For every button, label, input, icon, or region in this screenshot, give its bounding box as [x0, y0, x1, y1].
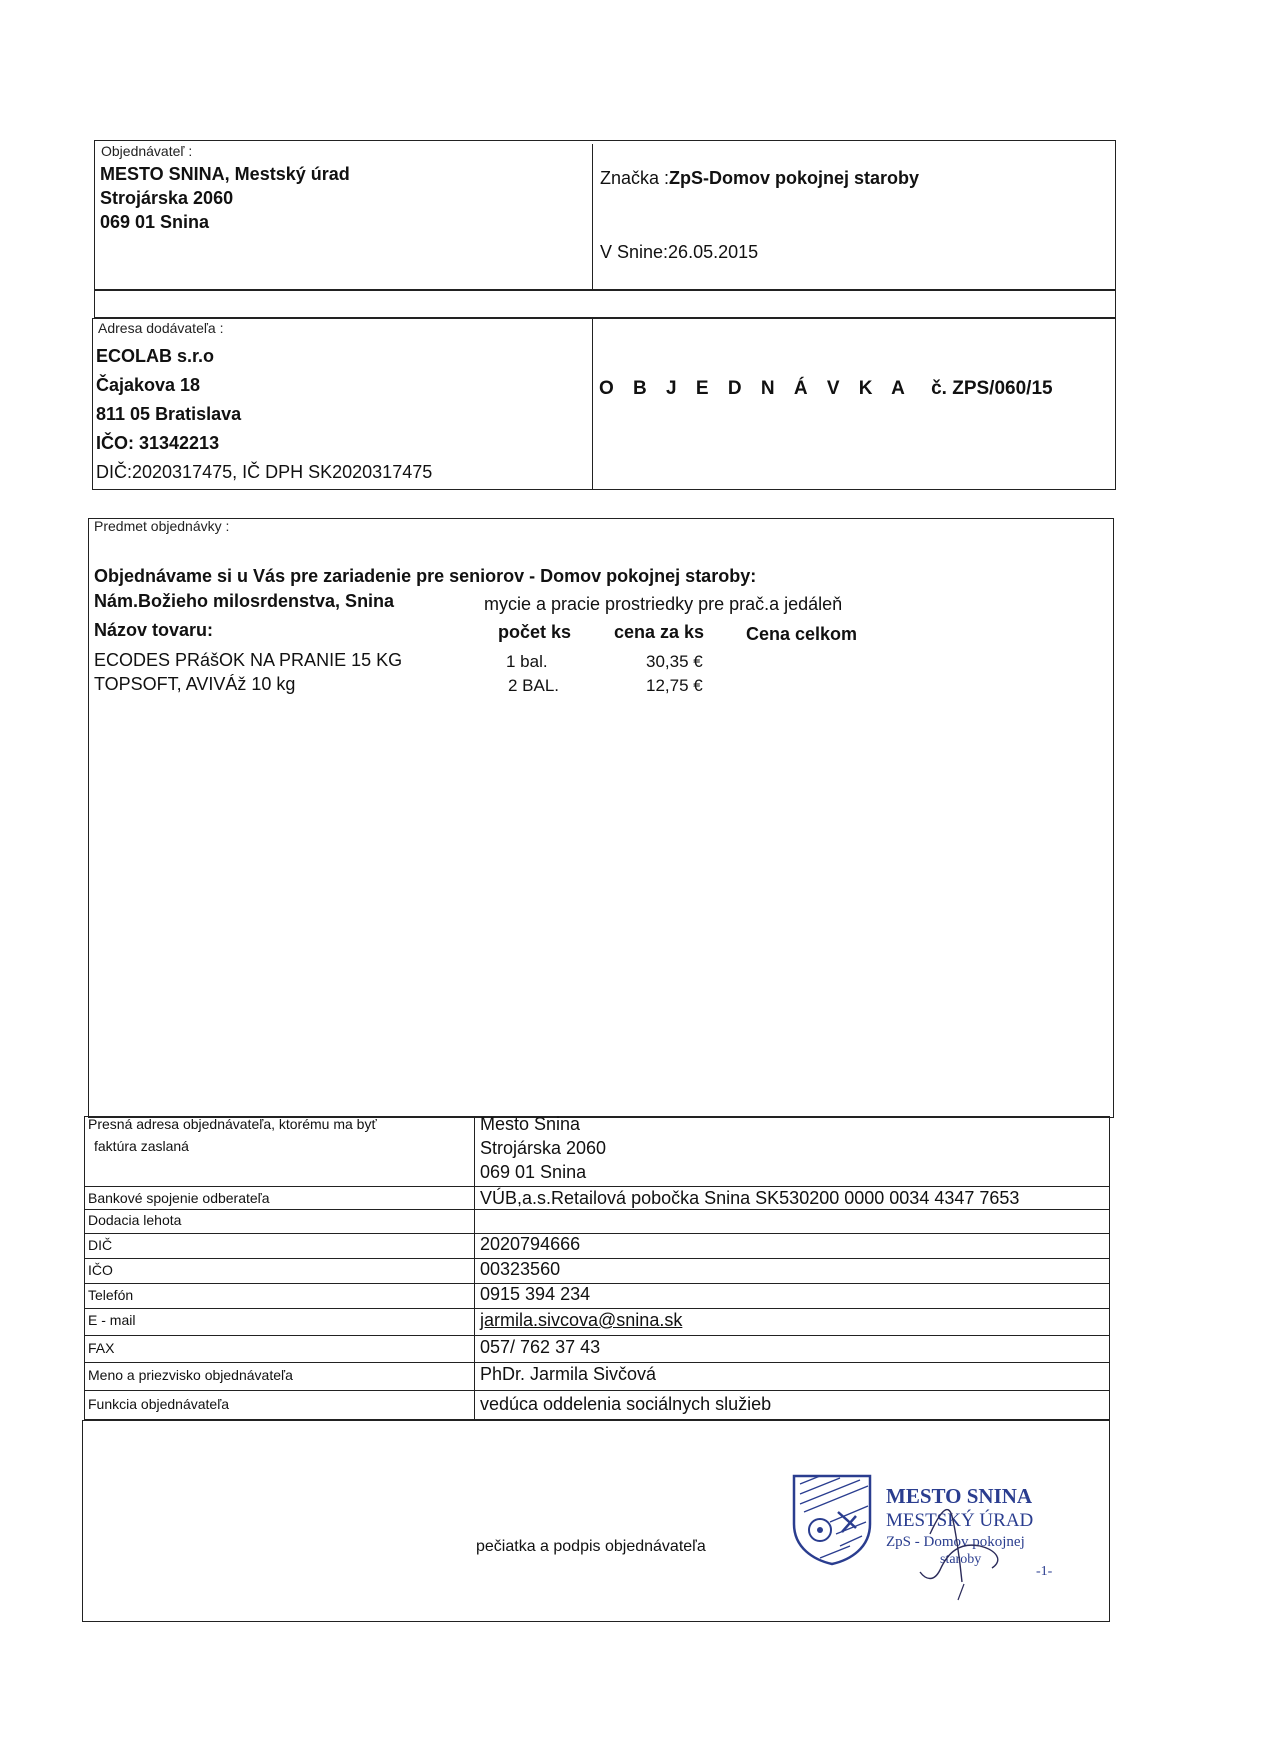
row-value-bank: VÚB,a.s.Retailová pobočka Snina SK530200 0000 0034 4347 7653 [480, 1188, 1020, 1208]
orderer-street: Strojárska 2060 [100, 188, 234, 208]
subject-purpose: mycie a pracie prostriedky pre prač.a jedáleň [484, 594, 843, 614]
subject-label: Predmet objednávky : [94, 518, 230, 534]
row-value-name: PhDr. Jarmila Sivčová [480, 1364, 657, 1384]
item-qty: 2 BAL. [508, 676, 560, 695]
stamp-line-1: MESTO SNINA [886, 1484, 1033, 1508]
row-line [84, 1186, 1110, 1187]
reference-label: Značka : [600, 168, 670, 188]
row-label-name: Meno a priezvisko objednávateľa [88, 1367, 293, 1383]
details-divider [474, 1116, 475, 1420]
row-value-dic: 2020794666 [480, 1234, 581, 1254]
row-value-email[interactable]: jarmila.sivcova@snina.sk [480, 1310, 683, 1330]
row-value-fax: 057/ 762 37 43 [480, 1337, 601, 1357]
row-label-delivery: Dodacia lehota [88, 1212, 182, 1228]
order-title-word: O B J E D N Á V K A [599, 378, 912, 399]
supplier-ico: IČO: 31342213 [96, 433, 220, 453]
item-qty: 1 bal. [506, 652, 548, 671]
invoice-address-3: 069 01 Snina [480, 1162, 587, 1182]
row-line [84, 1209, 1110, 1210]
item-price: 30,35 € [646, 652, 703, 671]
supplier-name: ECOLAB s.r.o [96, 346, 215, 366]
row-label-phone: Telefón [88, 1287, 134, 1303]
row-label-ico: IČO [88, 1262, 113, 1278]
supplier-divider [592, 318, 593, 490]
stamp-line-2: MESTSKÝ ÚRAD [886, 1510, 1034, 1531]
subject-heading: Objednávame si u Vás pre zariadenie pre seniorov - Domov pokojnej staroby: [94, 566, 757, 586]
row-label-bank: Bankové spojenie odberateľa [88, 1190, 270, 1206]
row-line [84, 1283, 1110, 1284]
row-label-email: E - mail [88, 1312, 136, 1328]
row-line [84, 1258, 1110, 1259]
row-line [84, 1362, 1110, 1363]
invoice-address-1: Mesto Snina [480, 1114, 581, 1134]
row-label-function: Funkcia objednávateľa [88, 1396, 230, 1412]
row-label-dic: DIČ [88, 1237, 113, 1253]
invoice-address-2: Strojárska 2060 [480, 1138, 607, 1158]
stamp-page: -1- [1036, 1564, 1053, 1579]
orderer-name: MESTO SNINA, Mestský úrad [100, 164, 350, 184]
order-number: č. ZPS/060/15 [931, 378, 1053, 399]
coat-of-arms-icon [790, 1472, 874, 1566]
item-name: TOPSOFT, AVIVÁž 10 kg [94, 674, 296, 694]
signature-label: pečiatka a podpis objednávateľa [476, 1538, 706, 1555]
stamp-line-4: staroby [940, 1552, 982, 1567]
invoice-label-1: Presná adresa objednávateľa, ktorému ma byť [88, 1116, 377, 1132]
handwritten-signature [900, 1472, 1053, 1602]
row-line [84, 1308, 1110, 1309]
item-price: 12,75 € [646, 676, 703, 695]
supplier-dic: DIČ:2020317475, IČ DPH SK2020317475 [96, 462, 433, 482]
order-title [599, 378, 1053, 400]
row-value-ico: 00323560 [480, 1259, 561, 1279]
row-value-function: vedúca oddelenia sociálnych služieb [480, 1394, 772, 1414]
col-total: Cena celkom [746, 624, 858, 644]
invoice-label-2: faktúra zaslaná [94, 1138, 189, 1154]
col-unit-price: cena za ks [614, 622, 705, 642]
row-line [84, 1233, 1110, 1234]
reference-date: V Snine:26.05.2015 [600, 242, 759, 262]
row-label-fax: FAX [88, 1340, 115, 1356]
row-line [84, 1335, 1110, 1336]
spacer-band [94, 290, 1116, 318]
reference [600, 168, 919, 189]
row-value-phone: 0915 394 234 [480, 1284, 591, 1304]
orderer-box [94, 140, 1116, 290]
col-name: Názov tovaru: [94, 620, 214, 640]
subject-place: Nám.Božieho milosrdenstva, Snina [94, 591, 395, 611]
orderer-city: 069 01 Snina [100, 212, 210, 232]
reference-value: ZpS-Domov pokojnej staroby [669, 168, 920, 188]
stamp-line-3: ZpS - Domov pokojnej [886, 1534, 1025, 1550]
item-name: ECODES PRášOK NA PRANIE 15 KG [94, 650, 403, 670]
supplier-street: Čajakova 18 [96, 375, 201, 395]
row-line [84, 1390, 1110, 1391]
col-qty: počet ks [498, 622, 572, 642]
orderer-label: Objednávateľ : [101, 143, 193, 159]
supplier-label: Adresa dodávateľa : [98, 320, 224, 336]
city-stamp [790, 1472, 1070, 1602]
supplier-city: 811 05 Bratislava [96, 404, 242, 424]
top-divider [592, 144, 593, 290]
